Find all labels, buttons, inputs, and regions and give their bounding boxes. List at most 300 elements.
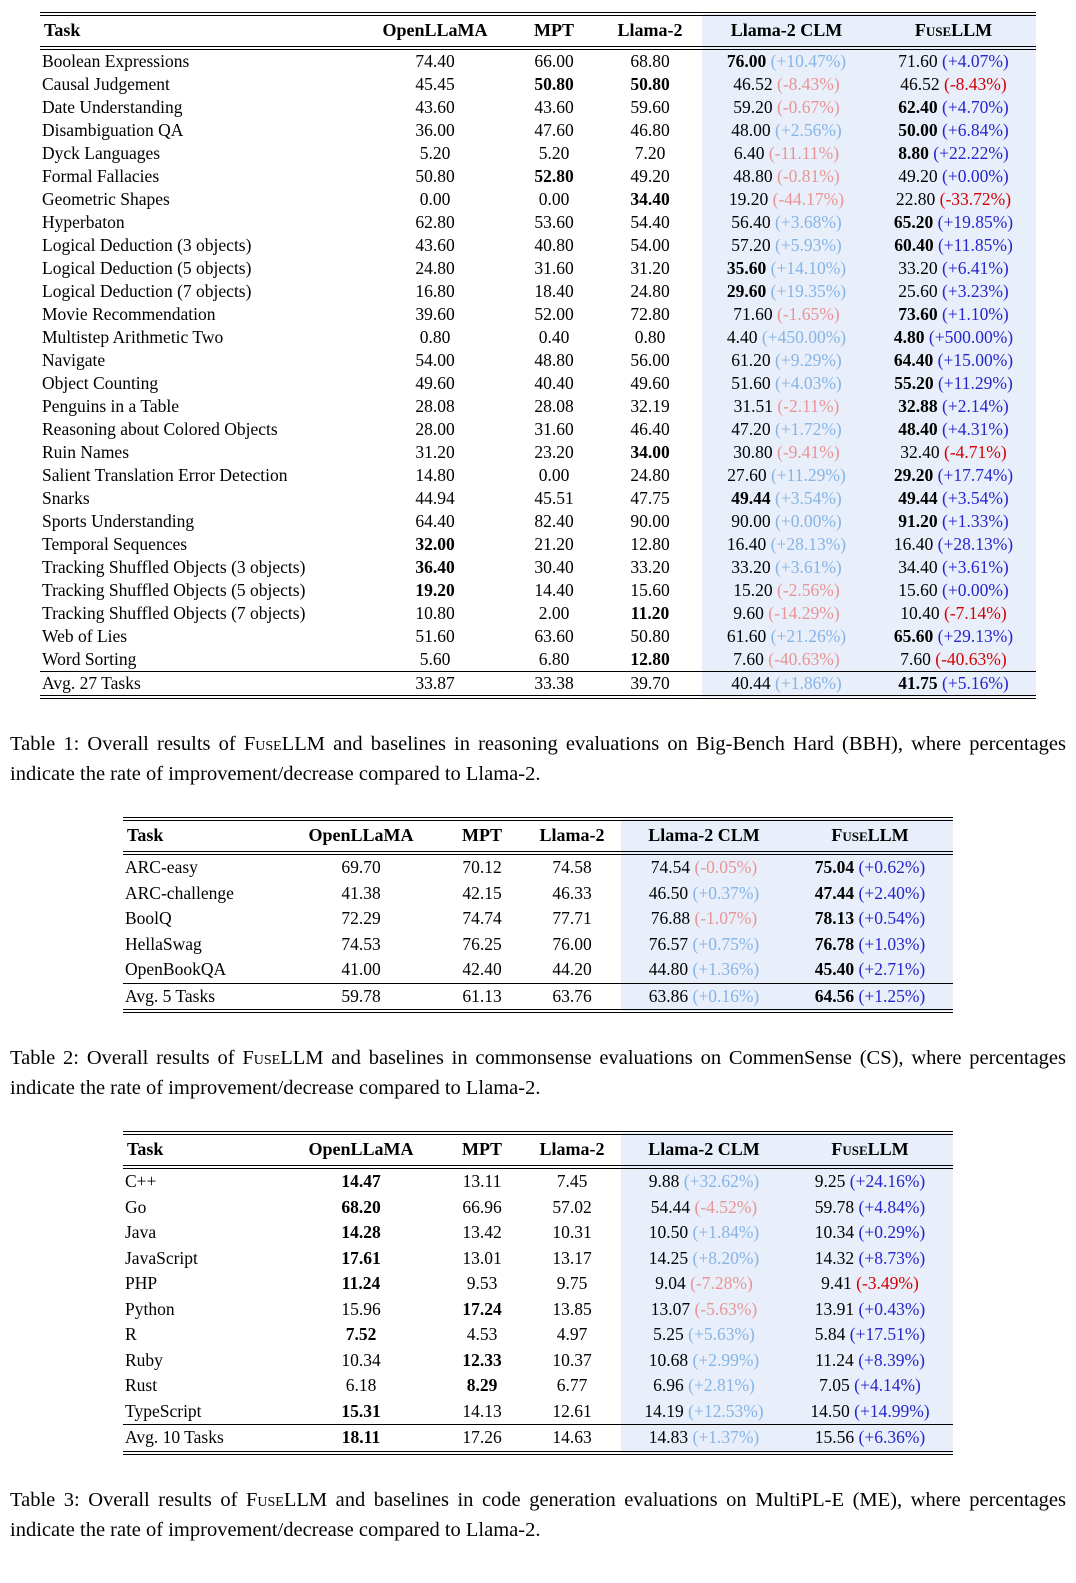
score-cell: 51.60	[415, 626, 455, 646]
clm-score-cell: 63.86 (+0.16%)	[621, 983, 787, 1011]
score-cell: 12.61	[552, 1400, 592, 1421]
score-cell: 82.40	[534, 511, 574, 531]
caption-text: and baselines in reasoning evaluations on Big-Bench Hard (BBH), where percentages indicate the rate of improvement/decrease compared to Llama-2.	[10, 733, 1067, 785]
score-cell: 10.37	[552, 1349, 592, 1370]
fuse-score-cell: 55.20 (+11.29%)	[871, 372, 1036, 395]
column-header: Llama-2 CLM	[621, 819, 787, 853]
score-cell: 10.80	[415, 603, 455, 623]
table-row	[40, 556, 1036, 579]
fuse-score-cell: 9.41 (-3.49%)	[787, 1271, 953, 1297]
table-row	[123, 1322, 953, 1348]
column-header: Task	[123, 1133, 281, 1167]
score-cell: 50.80	[630, 74, 670, 94]
table-row	[123, 1220, 953, 1246]
score-cell: 76.25	[462, 933, 502, 954]
table-row	[40, 280, 1036, 303]
score-cell: 44.20	[552, 959, 592, 979]
caption-text: Table 1: Overall results of	[10, 733, 244, 755]
fusellm-brand: FuseLLM	[242, 1047, 324, 1069]
column-header: MPT	[441, 819, 523, 853]
task-cell: Java	[125, 1222, 157, 1242]
table-row	[40, 119, 1036, 142]
column-header: FuseLLM	[787, 819, 953, 853]
score-cell: 57.02	[552, 1196, 592, 1217]
score-cell: 54.40	[630, 212, 670, 232]
score-cell: 62.80	[415, 212, 455, 232]
task-cell: Salient Translation Error Detection	[42, 465, 288, 485]
column-header: Task	[123, 819, 281, 853]
fuse-score-cell: 7.60 (-40.63%)	[871, 648, 1036, 672]
score-cell: 90.00	[630, 511, 670, 531]
score-cell: 46.80	[630, 120, 670, 140]
task-cell: C++	[125, 1171, 157, 1191]
table-row	[40, 510, 1036, 533]
score-cell: 77.71	[552, 908, 592, 928]
clm-score-cell: 54.44 (-4.52%)	[621, 1195, 787, 1221]
score-cell: 40.40	[534, 373, 574, 393]
fuse-score-cell: 73.60 (+1.10%)	[871, 303, 1036, 326]
score-cell: 23.20	[534, 442, 574, 462]
task-cell: Multistep Arithmetic Two	[42, 327, 224, 347]
task-cell: TypeScript	[125, 1400, 202, 1421]
fuse-score-cell: 50.00 (+6.84%)	[871, 119, 1036, 142]
score-cell: 11.24	[341, 1273, 381, 1293]
column-header: FuseLLM	[787, 1133, 953, 1167]
score-cell: 5.20	[419, 143, 451, 163]
score-cell: 44.94	[415, 488, 455, 508]
fuse-score-cell: 10.34 (+0.29%)	[787, 1220, 953, 1246]
score-cell: 5.20	[538, 143, 570, 163]
score-cell: 52.00	[534, 304, 574, 324]
score-cell: 66.96	[462, 1196, 502, 1217]
clm-score-cell: 5.25 (+5.63%)	[621, 1322, 787, 1348]
task-cell: Word Sorting	[42, 649, 137, 669]
score-cell: 24.80	[630, 281, 670, 301]
fuse-score-cell: 49.44 (+3.54%)	[871, 487, 1036, 510]
clm-score-cell: 29.60 (+19.35%)	[702, 280, 871, 303]
score-cell: 28.08	[534, 396, 574, 416]
fuse-score-cell: 32.40 (-4.71%)	[871, 441, 1036, 464]
clm-score-cell: 61.20 (+9.29%)	[702, 349, 871, 372]
score-cell: 32.19	[630, 396, 670, 416]
table1-caption	[10, 729, 1066, 789]
fuse-score-cell: 59.78 (+4.84%)	[787, 1195, 953, 1221]
score-cell: 28.08	[415, 396, 455, 416]
fuse-score-cell: 15.56 (+6.36%)	[787, 1425, 953, 1453]
table-row	[40, 303, 1036, 326]
score-cell: 7.20	[634, 143, 666, 163]
table-row	[40, 372, 1036, 395]
score-cell: 18.11	[281, 1425, 441, 1453]
clm-score-cell: 16.40 (+28.13%)	[702, 533, 871, 556]
score-cell: 48.80	[534, 350, 574, 370]
task-cell: Tracking Shuffled Objects (3 objects)	[42, 557, 306, 577]
task-cell: ARC-challenge	[125, 882, 234, 903]
score-cell: 63.60	[534, 626, 574, 646]
table-row	[40, 395, 1036, 418]
fuse-score-cell: 65.20 (+19.85%)	[871, 211, 1036, 234]
task-cell: Hyperbaton	[42, 212, 125, 232]
clm-score-cell: 30.80 (-9.41%)	[702, 441, 871, 464]
score-cell: 5.60	[419, 649, 451, 669]
table-row	[123, 906, 953, 932]
fuse-score-cell: 64.56 (+1.25%)	[787, 983, 953, 1011]
column-header: OpenLLaMA	[281, 819, 441, 853]
table-row	[40, 73, 1036, 96]
clm-score-cell: 56.40 (+3.68%)	[702, 211, 871, 234]
score-cell: 74.40	[415, 51, 455, 71]
task-cell: Python	[125, 1298, 175, 1319]
score-cell: 16.80	[415, 281, 455, 301]
clm-score-cell: 76.57 (+0.75%)	[621, 932, 787, 958]
score-cell: 14.13	[462, 1400, 502, 1421]
table-row	[123, 1297, 953, 1323]
score-cell: 49.60	[630, 373, 670, 393]
fuse-score-cell: 4.80 (+500.00%)	[871, 326, 1036, 349]
task-cell: Object Counting	[42, 373, 159, 393]
task-cell: Geometric Shapes	[42, 189, 170, 209]
score-cell: 0.00	[538, 465, 570, 485]
score-cell: 0.80	[634, 327, 666, 347]
clm-score-cell: 6.40 (-11.11%)	[702, 142, 871, 165]
score-cell: 66.00	[534, 51, 574, 71]
task-cell: Penguins in a Table	[42, 396, 179, 416]
table-row	[40, 257, 1036, 280]
score-cell: 11.20	[630, 603, 670, 623]
caption-text: and baselines in code generation evaluations on MultiPL-E (ME), where percentages indicate the rate of improvement/decrease compared to Llama-2.	[10, 1488, 1067, 1541]
fuse-score-cell: 75.04 (+0.62%)	[787, 853, 953, 881]
clm-score-cell: 10.50 (+1.84%)	[621, 1220, 787, 1246]
table-row	[40, 602, 1036, 625]
score-cell: 46.40	[630, 419, 670, 439]
column-header: FuseLLM	[871, 14, 1036, 48]
score-cell: 50.80	[630, 626, 670, 646]
score-cell: 2.00	[538, 603, 570, 623]
task-cell: Logical Deduction (3 objects)	[42, 235, 252, 255]
clm-score-cell: 76.00 (+10.47%)	[702, 48, 871, 73]
table-row	[123, 1399, 953, 1425]
score-cell: 64.40	[415, 511, 455, 531]
table-row	[40, 349, 1036, 372]
clm-score-cell: 14.25 (+8.20%)	[621, 1246, 787, 1272]
header-row	[123, 819, 953, 853]
clm-score-cell: 40.44 (+1.86%)	[702, 672, 871, 698]
table-row	[40, 464, 1036, 487]
fuse-score-cell: 7.05 (+4.14%)	[787, 1373, 953, 1399]
clm-score-cell: 9.60 (-14.29%)	[702, 602, 871, 625]
clm-score-cell: 9.88 (+32.62%)	[621, 1167, 787, 1195]
score-cell: 31.60	[534, 419, 574, 439]
clm-score-cell: 61.60 (+21.26%)	[702, 625, 871, 648]
score-cell: 12.80	[630, 649, 670, 669]
score-cell: 39.60	[415, 304, 455, 324]
score-cell: 8.29	[466, 1375, 498, 1395]
score-cell: 69.70	[341, 857, 381, 877]
clm-score-cell: 59.20 (-0.67%)	[702, 96, 871, 119]
fuse-score-cell: 9.25 (+24.16%)	[787, 1167, 953, 1195]
score-cell: 39.70	[598, 672, 702, 698]
fuse-score-cell: 34.40 (+3.61%)	[871, 556, 1036, 579]
clm-score-cell: 57.20 (+5.93%)	[702, 234, 871, 257]
fuse-score-cell: 22.80 (-33.72%)	[871, 188, 1036, 211]
clm-score-cell: 6.96 (+2.81%)	[621, 1373, 787, 1399]
task-cell: Date Understanding	[42, 97, 183, 117]
score-cell: 18.40	[534, 281, 574, 301]
score-cell: 33.20	[630, 557, 670, 577]
score-cell: 0.00	[419, 189, 451, 209]
column-header: Llama-2 CLM	[621, 1133, 787, 1167]
task-cell: Logical Deduction (5 objects)	[42, 258, 252, 278]
fuse-score-cell: 16.40 (+28.13%)	[871, 533, 1036, 556]
score-cell: 24.80	[630, 465, 670, 485]
task-cell: Web of Lies	[42, 626, 128, 646]
fuse-score-cell: 32.88 (+2.14%)	[871, 395, 1036, 418]
score-cell: 74.74	[462, 908, 502, 928]
fuse-score-cell: 41.75 (+5.16%)	[871, 672, 1036, 698]
fuse-score-cell: 14.50 (+14.99%)	[787, 1399, 953, 1425]
fuse-score-cell: 11.24 (+8.39%)	[787, 1348, 953, 1374]
fuse-score-cell: 60.40 (+11.85%)	[871, 234, 1036, 257]
table-row	[40, 48, 1036, 73]
score-cell: 31.20	[630, 258, 670, 278]
score-cell: 72.29	[341, 908, 381, 928]
clm-score-cell: 74.54 (-0.05%)	[621, 853, 787, 881]
score-cell: 7.52	[345, 1324, 377, 1344]
task-cell: Tracking Shuffled Objects (7 objects)	[42, 603, 306, 623]
task-cell: HellaSwag	[125, 933, 202, 954]
fusellm-brand: FuseLLM	[243, 733, 325, 755]
score-cell: 14.63	[523, 1425, 621, 1453]
score-cell: 10.31	[552, 1222, 592, 1242]
code-generation-results-table	[123, 1131, 953, 1455]
task-cell: Logical Deduction (7 objects)	[42, 281, 252, 301]
table-row	[123, 853, 953, 881]
score-cell: 31.60	[534, 258, 574, 278]
score-cell: 52.80	[534, 166, 574, 186]
score-cell: 14.80	[415, 465, 455, 485]
score-cell: 14.28	[341, 1222, 381, 1242]
score-cell: 45.45	[415, 74, 455, 94]
table-row	[123, 881, 953, 907]
table-row	[123, 957, 953, 983]
score-cell: 6.18	[345, 1375, 377, 1395]
table-row	[123, 1348, 953, 1374]
score-cell: 13.11	[462, 1171, 502, 1191]
fuse-score-cell: 78.13 (+0.54%)	[787, 906, 953, 932]
task-cell: Ruin Names	[42, 442, 130, 462]
caption-text: Table 3: Overall results of	[10, 1488, 246, 1511]
clm-score-cell: 76.88 (-1.07%)	[621, 906, 787, 932]
table-row	[123, 1246, 953, 1272]
fuse-score-cell: 10.40 (-7.14%)	[871, 602, 1036, 625]
score-cell: 6.77	[556, 1375, 588, 1395]
column-header: MPT	[441, 1133, 523, 1167]
header-row	[40, 14, 1036, 48]
fuse-score-cell: 91.20 (+1.33%)	[871, 510, 1036, 533]
score-cell: 45.51	[534, 488, 574, 508]
score-cell: 13.85	[552, 1298, 592, 1319]
score-cell: 17.24	[462, 1298, 502, 1319]
fuse-score-cell: 33.20 (+6.41%)	[871, 257, 1036, 280]
clm-score-cell: 7.60 (-40.63%)	[702, 648, 871, 672]
task-cell: Navigate	[42, 350, 106, 370]
score-cell: 21.20	[534, 534, 574, 554]
fuse-score-cell: 48.40 (+4.31%)	[871, 418, 1036, 441]
table-row	[123, 932, 953, 958]
table-row	[40, 441, 1036, 464]
score-cell: 19.20	[415, 580, 455, 600]
score-cell: 63.76	[523, 983, 621, 1011]
clm-score-cell: 13.07 (-5.63%)	[621, 1297, 787, 1323]
fuse-score-cell: 14.32 (+8.73%)	[787, 1246, 953, 1272]
table3-caption	[10, 1485, 1066, 1545]
clm-score-cell: 48.80 (-0.81%)	[702, 165, 871, 188]
score-cell: 46.33	[552, 882, 592, 903]
score-cell: 41.00	[341, 959, 381, 979]
score-cell: 49.20	[630, 166, 670, 186]
score-cell: 9.53	[466, 1273, 498, 1293]
column-header: Task	[40, 14, 360, 48]
clm-score-cell: 47.20 (+1.72%)	[702, 418, 871, 441]
score-cell: 36.00	[415, 120, 455, 140]
table-row	[40, 418, 1036, 441]
task-cell: Movie Recommendation	[42, 304, 216, 324]
column-header: OpenLLaMA	[360, 14, 510, 48]
clm-score-cell: 44.80 (+1.36%)	[621, 957, 787, 983]
task-cell: JavaScript	[125, 1247, 198, 1268]
score-cell: 9.75	[556, 1273, 588, 1293]
clm-score-cell: 71.60 (-1.65%)	[702, 303, 871, 326]
score-cell: 40.80	[534, 235, 574, 255]
task-cell: Temporal Sequences	[42, 534, 188, 554]
score-cell: 12.33	[462, 1349, 502, 1370]
fuse-score-cell: 64.40 (+15.00%)	[871, 349, 1036, 372]
score-cell: 72.80	[630, 304, 670, 324]
clm-score-cell: 19.20 (-44.17%)	[702, 188, 871, 211]
table-row	[40, 648, 1036, 672]
score-cell: 42.15	[462, 882, 502, 903]
score-cell: 14.40	[534, 580, 574, 600]
score-cell: 68.20	[341, 1196, 381, 1217]
task-cell: Avg. 10 Tasks	[123, 1425, 281, 1453]
caption-text: Table 2: Overall results of	[10, 1047, 243, 1069]
score-cell: 0.80	[419, 327, 451, 347]
table-row	[40, 533, 1036, 556]
score-cell: 13.01	[462, 1247, 502, 1268]
task-cell: Avg. 5 Tasks	[123, 983, 281, 1011]
score-cell: 54.00	[630, 235, 670, 255]
table-row	[40, 142, 1036, 165]
score-cell: 15.60	[630, 580, 670, 600]
score-cell: 61.13	[441, 983, 523, 1011]
clm-score-cell: 4.40 (+450.00%)	[702, 326, 871, 349]
task-cell: Ruby	[125, 1349, 163, 1370]
clm-score-cell: 46.50 (+0.37%)	[621, 881, 787, 907]
score-cell: 70.12	[462, 857, 502, 877]
task-cell: OpenBookQA	[125, 959, 227, 979]
score-cell: 76.00	[552, 933, 592, 954]
table-row	[40, 211, 1036, 234]
score-cell: 47.60	[534, 120, 574, 140]
task-cell: ARC-easy	[125, 857, 198, 877]
table-row	[123, 1195, 953, 1221]
score-cell: 14.47	[341, 1171, 381, 1191]
table-row	[40, 165, 1036, 188]
fuse-score-cell: 46.52 (-8.43%)	[871, 73, 1036, 96]
score-cell: 31.20	[415, 442, 455, 462]
task-cell: Boolean Expressions	[42, 51, 190, 71]
score-cell: 33.38	[510, 672, 598, 698]
column-header: Llama-2 CLM	[702, 14, 871, 48]
fuse-score-cell: 49.20 (+0.00%)	[871, 165, 1036, 188]
clm-score-cell: 90.00 (+0.00%)	[702, 510, 871, 533]
task-cell: Avg. 27 Tasks	[40, 672, 360, 698]
table-row	[40, 188, 1036, 211]
header-row	[123, 1133, 953, 1167]
score-cell: 68.80	[630, 51, 670, 71]
score-cell: 28.00	[415, 419, 455, 439]
table-row	[40, 326, 1036, 349]
score-cell: 10.34	[341, 1349, 381, 1370]
score-cell: 0.40	[538, 327, 570, 347]
score-cell: 15.31	[341, 1400, 381, 1421]
score-cell: 74.53	[341, 933, 381, 954]
score-cell: 13.42	[462, 1222, 502, 1242]
clm-score-cell: 14.83 (+1.37%)	[621, 1425, 787, 1453]
clm-score-cell: 51.60 (+4.03%)	[702, 372, 871, 395]
clm-score-cell: 35.60 (+14.10%)	[702, 257, 871, 280]
table-row	[123, 1167, 953, 1195]
score-cell: 49.60	[415, 373, 455, 393]
task-cell: Go	[125, 1196, 147, 1217]
fuse-score-cell: 65.60 (+29.13%)	[871, 625, 1036, 648]
score-cell: 4.97	[556, 1324, 588, 1344]
fuse-score-cell: 13.91 (+0.43%)	[787, 1297, 953, 1323]
score-cell: 43.60	[415, 97, 455, 117]
average-row	[40, 672, 1036, 698]
score-cell: 53.60	[534, 212, 574, 232]
caption-text: and baselines in commonsense evaluations on CommenSense (CS), where percentages indicate the rate of improvement/decrease compared to Llama-2.	[10, 1047, 1067, 1099]
fuse-score-cell: 5.84 (+17.51%)	[787, 1322, 953, 1348]
score-cell: 59.78	[281, 983, 441, 1011]
clm-score-cell: 49.44 (+3.54%)	[702, 487, 871, 510]
score-cell: 33.87	[360, 672, 510, 698]
commonsense-results-table	[123, 817, 953, 1013]
clm-score-cell: 15.20 (-2.56%)	[702, 579, 871, 602]
task-cell: Rust	[125, 1375, 158, 1395]
score-cell: 42.40	[462, 959, 502, 979]
score-cell: 59.60	[630, 97, 670, 117]
table2-caption	[10, 1043, 1066, 1103]
fuse-score-cell: 15.60 (+0.00%)	[871, 579, 1036, 602]
clm-score-cell: 33.20 (+3.61%)	[702, 556, 871, 579]
task-cell: Sports Understanding	[42, 511, 195, 531]
score-cell: 56.00	[630, 350, 670, 370]
column-header: MPT	[510, 14, 598, 48]
clm-score-cell: 31.51 (-2.11%)	[702, 395, 871, 418]
task-cell: Formal Fallacies	[42, 166, 160, 186]
score-cell: 24.80	[415, 258, 455, 278]
table-row	[123, 1373, 953, 1399]
score-cell: 34.00	[630, 442, 670, 462]
table-row	[123, 1271, 953, 1297]
score-cell: 15.96	[341, 1298, 381, 1319]
fuse-score-cell: 45.40 (+2.71%)	[787, 957, 953, 983]
column-header: Llama-2	[523, 1133, 621, 1167]
clm-score-cell: 46.52 (-8.43%)	[702, 73, 871, 96]
task-cell: Disambiguation QA	[42, 120, 184, 140]
table-row	[40, 579, 1036, 602]
